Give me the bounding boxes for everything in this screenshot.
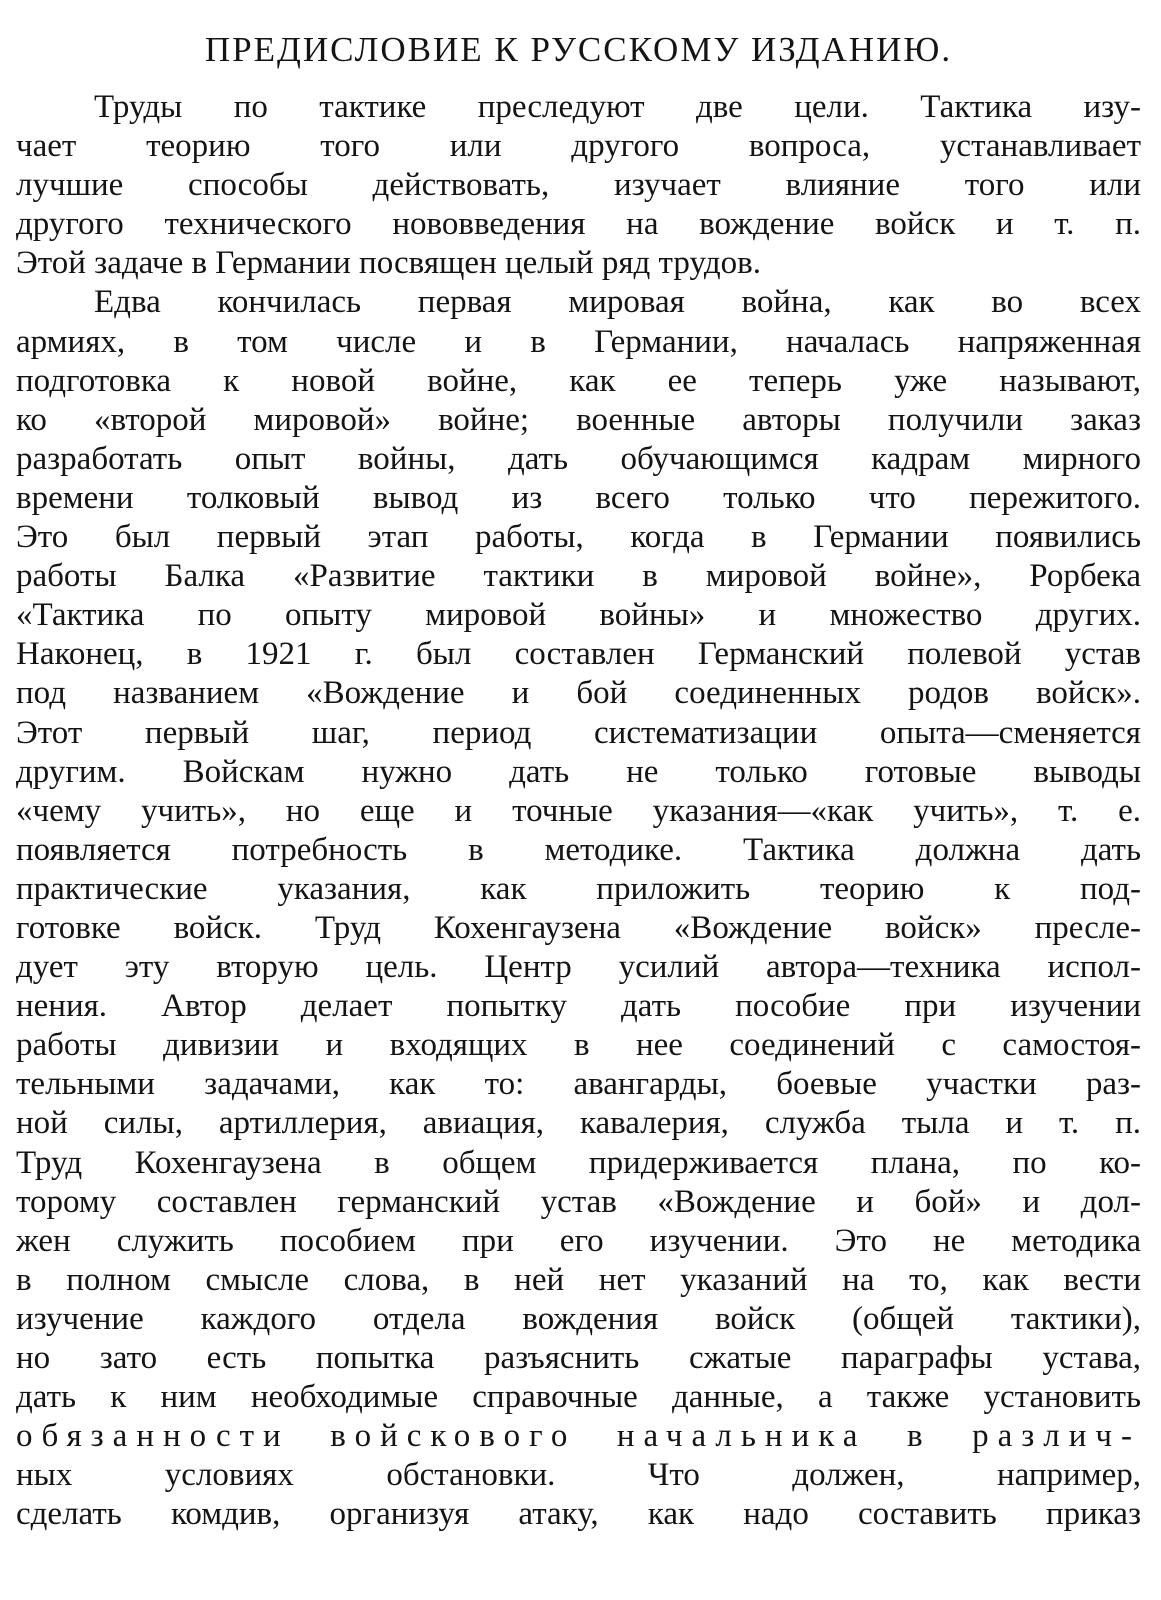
text-line: появляется потребность в методике. Тактика должна дать [16, 831, 1141, 868]
text-line: подготовка к новой войне, как ее теперь уже называют, [16, 362, 1141, 399]
text-line: сделать комдив, организуя атаку, как надо составить приказ [16, 1496, 1141, 1533]
text-line: ных условиях обстановки. Что должен, например, [16, 1457, 1141, 1494]
text-line: практические указания, как приложить теорию к под- [16, 870, 1141, 907]
text-line: нения. Автор делает попытку дать пособие при изучении [16, 988, 1141, 1025]
text-line: готовке войск. Труд Кохенгаузена «Вождение войск» пресле- [16, 909, 1141, 946]
text-line: Наконец, в 1921 г. был составлен Германский полевой устав [16, 636, 1141, 673]
text-line: дать к ним необходимые справочные данные, а также установить [16, 1379, 1141, 1416]
text-line: в полном смысле слова, в ней нет указаний на то, как вести [16, 1261, 1141, 1298]
text-line: Это был первый этап работы, когда в Германии появились [16, 519, 1141, 556]
paragraph-2 [16, 283, 1141, 1534]
text-line: лучшие способы действовать, изучает влияние того или [16, 167, 1141, 204]
text-line: Этот первый шаг, период систематизации опыта—сменяется [16, 714, 1141, 751]
text-line: Труды по тактике преследуют две цели. Тактика изу- [94, 89, 1141, 125]
page-title: ПРЕДИСЛОВИЕ К РУССКОМУ ИЗДАНИЮ. [204, 30, 953, 69]
text-line: дует эту вторую цель. Центр усилий автора—техника испол- [16, 949, 1141, 986]
text-line: жен служить пособием при его изучении. Это не методика [16, 1222, 1141, 1259]
text-line: ко «второй мировой» войне; военные авторы получили заказ [16, 401, 1141, 438]
text-line: времени толковый вывод из всего только что пережитого. [16, 479, 1141, 516]
text-line: под названием «Вождение и бой соединенных родов войск». [16, 675, 1141, 712]
text-line: «чему учить», но еще и точные указания—«как учить», т. е. [16, 792, 1141, 829]
text-line: ной силы, артиллерия, авиация, кавалерия, служба тыла и т. п. [16, 1105, 1141, 1142]
text-line: торому составлен германский устав «Вождение и бой» и дол- [16, 1183, 1141, 1220]
paragraph-1 [16, 88, 1141, 283]
text-line: работы Балка «Развитие тактики в мировой войне», Рорбека [16, 558, 1141, 595]
text-line: работы дивизии и входящих в нее соединений с самостоя- [16, 1027, 1141, 1064]
text-line: разработать опыт войны, дать обучающимся кадрам мирного [16, 440, 1141, 477]
text-line: тельными задачами, как то: авангарды, боевые участки раз- [16, 1066, 1141, 1103]
text-line: Труд Кохенгаузена в общем придерживается плана, по ко- [16, 1144, 1141, 1181]
text-line: другим. Войскам нужно дать не только готовые выводы [16, 753, 1141, 790]
text-line: Этой задаче в Германии посвящен целый ряд трудов. [16, 245, 761, 282]
text-line: но зато есть попытка разъяснить сжатые параграфы устава, [16, 1340, 1141, 1376]
text-line: чает теорию того или другого вопроса, устанавливает [16, 128, 1141, 165]
text-line: изучение каждого отдела вождения войск (общей тактики), [16, 1300, 1141, 1337]
text-line: Едва кончилась первая мировая война, как во всех [94, 284, 1141, 321]
text-line: другого технического нововведения на вождение войск и т. п. [16, 206, 1141, 243]
text-line: «Тактика по опыту мировой войны» и множество других. [16, 597, 1141, 634]
text-line: армиях, в том числе и в Германии, началась напряженная [16, 323, 1141, 360]
text-line: обязанности войскового начальника в различ- [16, 1418, 1141, 1455]
